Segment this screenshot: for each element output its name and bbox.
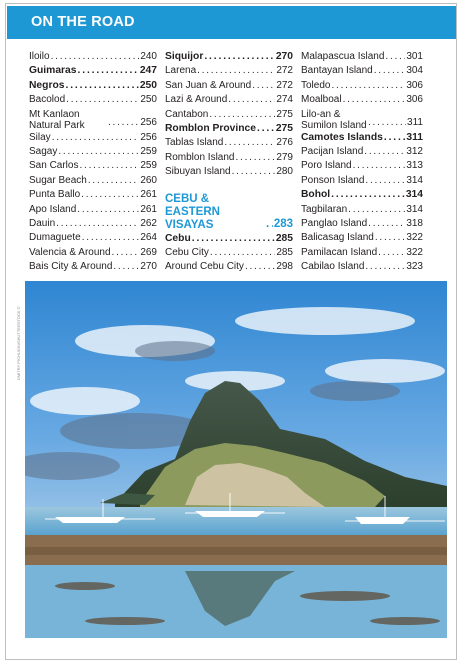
dot-leader [368,116,406,130]
dot-leader [384,131,406,145]
toc-entry-page: 322 [406,246,423,258]
toc-entry-pamilacan-island[interactable] [301,246,423,260]
toc-entry-dauin[interactable] [29,217,157,231]
toc-entry-label: Dumaguete [29,232,81,244]
toc-entry-negros[interactable] [29,79,157,93]
toc-column-2 [165,50,293,275]
toc-entry-label: Tablas Island [165,137,224,149]
toc-entry-page: 247 [139,65,157,77]
toc-entry-page: 283 [273,218,293,231]
toc-entry-tablas-island[interactable] [165,136,293,150]
toc-entry-label: Toledo [301,79,331,91]
toc-entry-page: 262 [140,218,157,230]
dot-leader [88,174,139,188]
toc-entry-larena[interactable] [165,64,293,78]
dot-leader [364,145,405,159]
toc-entry-label: Mt Kanlaon Natural Park [29,108,85,131]
toc-entry-mt-kanlaon-natural-park[interactable] [29,109,157,131]
toc-entry-page: 313 [406,160,423,172]
toc-entry-panglao-island[interactable] [301,217,423,231]
toc-entry-label: Cebu [165,232,191,244]
toc-entry-page: 285 [275,232,293,244]
toc-entry-page: 270 [275,51,293,62]
toc-entry-apo-island[interactable] [29,203,157,217]
toc-entry-guimaras[interactable] [29,64,157,78]
toc-entry-label: San Juan & Around [165,79,252,91]
toc-entry-page: 314 [406,174,423,186]
toc-entry-label: San Carlos [29,160,79,172]
dot-leader [374,64,406,78]
dot-leader [51,50,140,64]
toc-entry-label: Lazi & Around [165,94,228,106]
toc-entry-page: 240 [140,51,157,62]
dot-leader [192,232,275,246]
toc-entry-page: 298 [276,261,293,273]
toc-entry-tagbilaran[interactable] [301,203,423,217]
toc-entry-page: 250 [139,79,157,91]
section-banner [7,6,456,39]
toc-entry-label: Guimaras [29,65,77,77]
toc-entry-page: 274 [276,94,293,106]
dot-leader [65,79,138,93]
toc-entry-siquijor[interactable] [165,50,293,64]
dot-leader [52,131,140,145]
toc-entry-romblon-island[interactable] [165,151,293,165]
toc-entry-label: Larena [165,65,197,77]
toc-entry-sagay[interactable] [29,145,157,159]
dot-leader [197,64,275,78]
toc-entry-label: Malapascua Island [301,51,385,62]
toc-entry-page: 250 [140,94,157,106]
toc-entry-iloilo[interactable] [29,50,157,64]
dot-leader [365,174,405,188]
toc-entry-label: Poro Island [301,160,352,172]
toc-entry-dumaguete[interactable] [29,231,157,245]
toc-entry-label: Panglao Island [301,218,368,230]
dot-leader [66,93,139,107]
banner-title: ON THE ROAD [31,14,135,30]
toc-entry-cebu[interactable] [165,232,293,246]
toc-entry-page: 256 [140,117,157,129]
toc-entry-label: Sagay [29,146,58,158]
dot-leader [108,116,139,130]
dot-leader [257,122,275,136]
dot-leader [343,93,406,107]
dot-leader [245,260,275,274]
toc-entry-san-juan-and-around[interactable] [165,79,293,93]
toc-entry-page: 261 [140,189,157,201]
toc-entry-around-cebu-city[interactable] [165,260,293,274]
dot-leader [78,64,139,78]
toc-entry-page: 306 [406,79,423,91]
toc-entry-label: Sugar Beach [29,174,87,186]
dot-leader [266,217,273,231]
toc-entry-page: 285 [276,247,293,259]
toc-entry-page: 259 [140,146,157,158]
toc-entry-page: 311 [407,117,423,129]
dot-leader [113,260,139,274]
dot-leader [378,246,405,260]
dot-leader [353,159,406,173]
toc-entry-label: Romblon Island [165,151,235,163]
toc-entry-label: Cebu City [165,247,209,259]
dot-leader [232,165,276,179]
toc-entry-label: Bohol [301,189,331,201]
toc-entry-page: 269 [140,246,157,258]
toc-entry-label: Bais City & Around [29,261,113,273]
dot-leader [112,246,140,260]
toc-entry-sibuyan-island[interactable] [165,165,293,179]
toc-entry-silay[interactable] [29,131,157,145]
dot-leader [375,231,405,245]
toc-entry-bohol[interactable] [301,188,423,202]
toc-entry-page: 276 [276,137,293,149]
toc-entry-malapascua-island[interactable] [301,50,423,64]
toc-entry-pacijan-island[interactable] [301,145,423,159]
toc-entry-poro-island[interactable] [301,159,423,173]
toc-entry-san-carlos[interactable] [29,159,157,173]
dot-leader [224,136,275,150]
toc-entry-page: 304 [406,65,423,77]
toc-entry-label: Sibuyan Island [165,166,231,178]
toc-entry-label: Cantabon [165,108,209,120]
toc-entry-page: 275 [275,123,293,135]
toc-entry-page: 314 [406,203,423,215]
toc-entry-label: CEBU & EASTERN VISAYAS [165,192,220,231]
landscape-illustration [25,281,447,638]
toc-entry-bais-city-and-around[interactable] [29,260,157,274]
toc-entry-punta-ballo[interactable] [29,188,157,202]
toc-entry-label: Pamilacan Island [301,246,378,258]
toc-entry-label: Bacolod [29,94,66,106]
toc-entry-sugar-beach[interactable] [29,174,157,188]
photo-credit [16,300,24,380]
toc-entry-cabilao-island[interactable] [301,260,423,274]
toc-entry-bantayan-island[interactable] [301,64,423,78]
toc-entry-valencia-and-around[interactable] [29,246,157,260]
dot-leader [331,79,405,93]
toc-entry-page: 279 [276,151,293,163]
toc-entry-page: 318 [406,218,423,230]
dot-leader [209,108,275,122]
toc-entry-page: 306 [406,94,423,106]
toc-entry-label: Siquijor [165,51,204,62]
toc-entry-lazi-and-around[interactable] [165,93,293,107]
toc-entry-romblon-province[interactable] [165,122,293,136]
toc-entry-balicasag-island[interactable] [301,231,423,245]
toc-entry-label: Moalboal [301,94,342,106]
toc-entry-label: Balicasag Island [301,232,374,244]
toc-entry-label: Ponson Island [301,174,365,186]
dot-leader [228,93,275,107]
toc-entry-bacolod[interactable] [29,93,157,107]
dot-leader [204,50,274,64]
dot-leader [81,188,139,202]
toc-entry-cebu-city[interactable] [165,246,293,260]
dot-leader [77,203,139,217]
toc-entry-label: Negros [29,79,65,91]
dot-leader [56,217,139,231]
toc-entry-cantabon[interactable] [165,108,293,122]
dot-leader [235,151,275,165]
landscape-photo [25,281,447,638]
dot-leader [82,231,140,245]
toc-entry-camotes-islands[interactable] [301,131,423,145]
dot-leader [368,217,405,231]
toc-entry-page: 270 [140,261,157,273]
dot-leader [331,188,405,202]
toc-entry-label: Dauin [29,218,56,230]
toc-entry-label: Iloilo [29,51,50,62]
toc-entry-label: Valencia & Around [29,246,111,258]
toc-entry-label: Bantayan Island [301,65,373,77]
toc-entry-page: 260 [140,174,157,186]
dot-leader [385,50,405,64]
toc-entry-ponson-island[interactable] [301,174,423,188]
toc-entry-toledo[interactable] [301,79,423,93]
toc-entry-page: 312 [406,146,423,158]
dot-leader [365,260,405,274]
toc-entry-label: Apo Island [29,203,77,215]
toc-entry-label: Tagbilaran [301,203,348,215]
toc-column-1 [29,50,157,275]
dot-leader [348,203,405,217]
toc-entry-label: Romblon Province [165,123,256,135]
toc-entry-page: 323 [406,261,423,273]
toc-entry-label: Pacijan Island [301,146,364,158]
toc-entry-page: 280 [276,166,293,178]
toc-entry-page: 259 [140,160,157,172]
toc-entry-page: 322 [406,232,423,244]
toc-entry-page: 301 [406,51,423,62]
toc-entry-page: 272 [276,79,293,91]
dot-leader [210,246,275,260]
toc-entry-label: Camotes Islands [301,131,383,143]
toc-entry-page: 314 [405,189,423,201]
toc-entry-lilo-an-and-sumilon-island[interactable] [301,109,423,131]
toc-entry-label: Around Cebu City [165,261,244,273]
toc-entry-label: Cabilao Island [301,261,365,273]
toc-entry-page: 264 [140,232,157,244]
dot-leader [58,145,139,159]
toc-chapter-heading[interactable] [165,193,293,232]
toc-entry-label: Lilo-an & Sumilon Island [301,108,367,131]
toc-entry-page: 311 [406,131,423,143]
toc-spacer [165,180,293,193]
toc-entry-page: 275 [276,108,293,120]
toc-entry-moalboal[interactable] [301,93,423,107]
toc-entry-label: Punta Ballo [29,189,81,201]
dot-leader [252,79,275,93]
dot-leader [79,159,139,173]
toc-entry-page: 272 [276,65,293,77]
photo-credit-text: DMITRY PICHUGIN/SHUTTERSTOCK © [16,306,21,380]
toc-column-3 [301,50,423,275]
toc-entry-page: 261 [140,203,157,215]
toc-entry-page: 256 [140,131,157,143]
toc-entry-label: Silay [29,131,51,143]
